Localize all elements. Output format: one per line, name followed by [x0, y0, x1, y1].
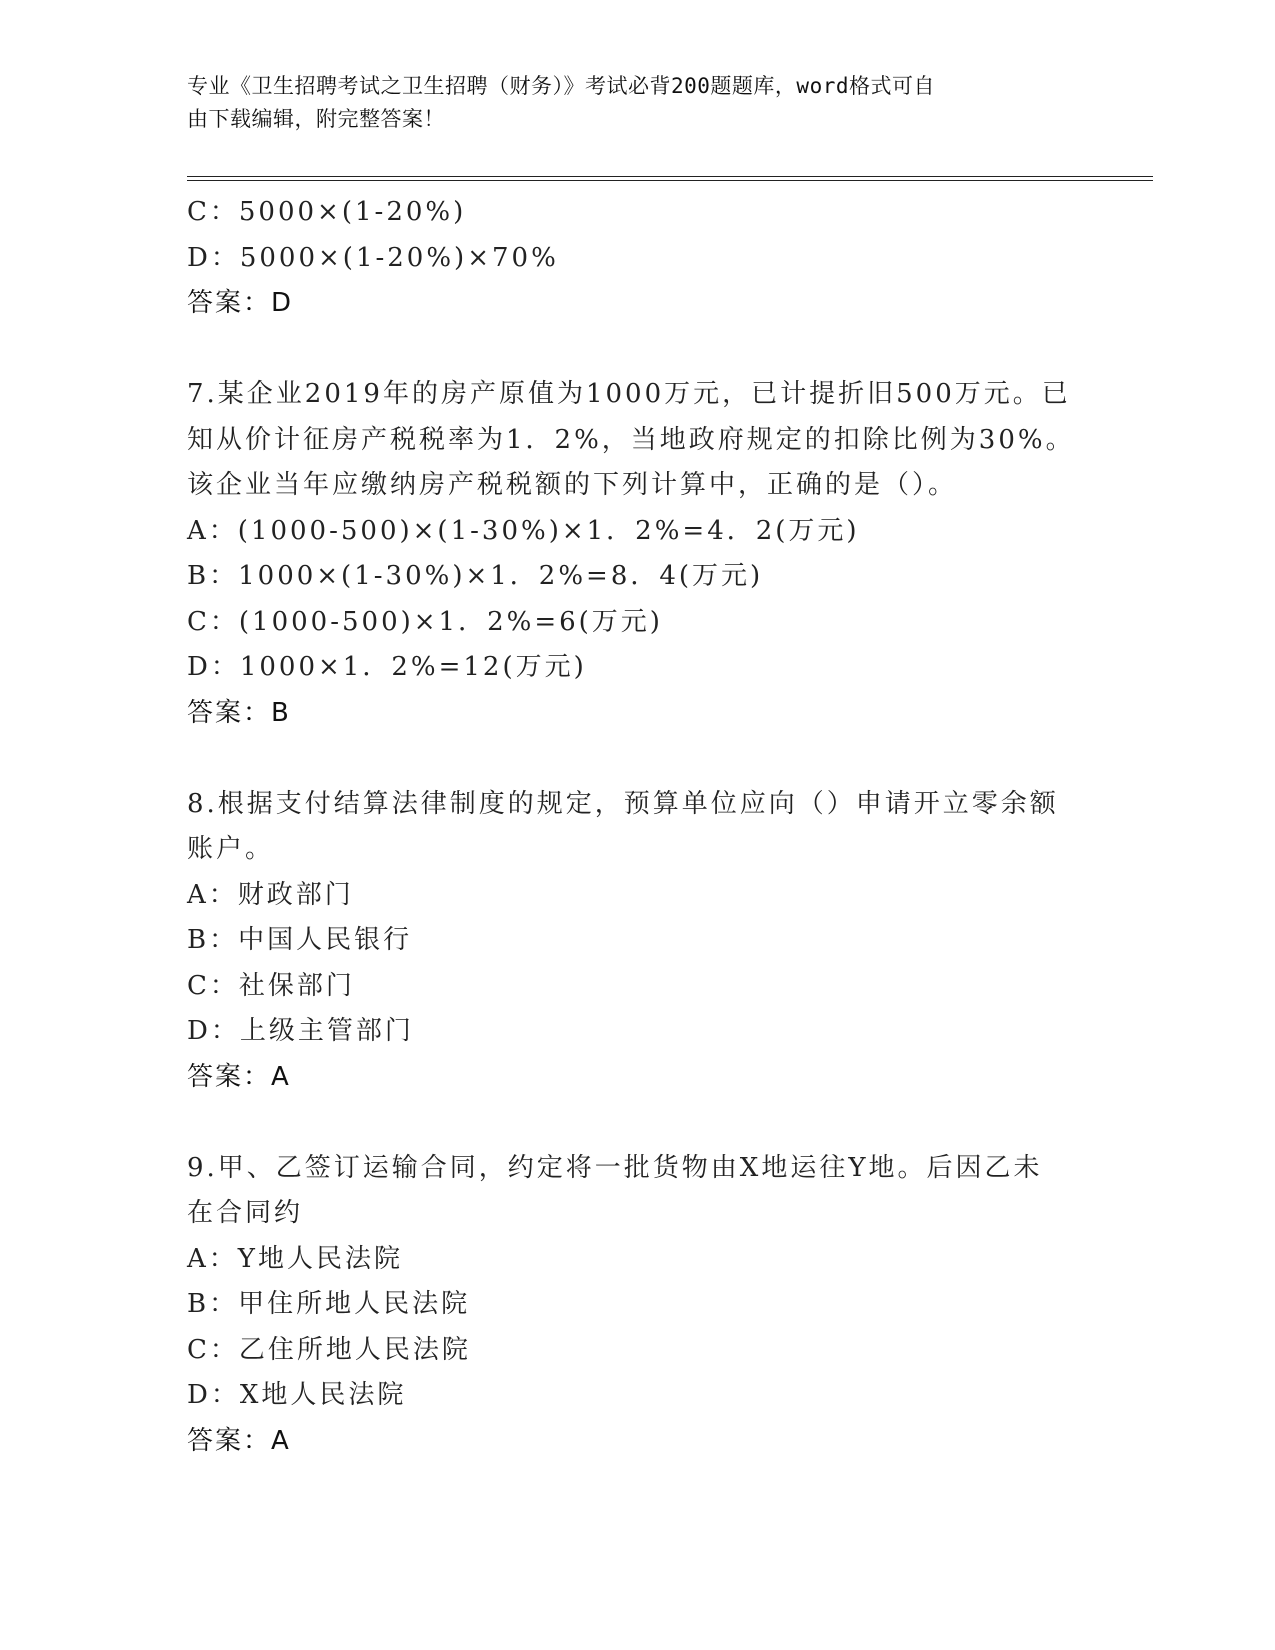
answer-line: 答案：D [187, 288, 294, 318]
option-d: D：1000×1．2%=12(万元) [187, 652, 587, 682]
option-d: D：X地人民法院 [187, 1380, 407, 1410]
header-line-2: 由下载编辑，附完整答案！ [187, 107, 445, 131]
option-d: D：5000×(1-20%)×70% [187, 242, 559, 273]
previous-question [187, 190, 1067, 327]
answer-line: 答案：B [187, 697, 291, 728]
spacer [187, 736, 1067, 782]
header-divider-bottom [187, 180, 1153, 181]
question-text-line: 在合同约 [187, 1198, 304, 1228]
question-text-line: 8.根据支付结算法律制度的规定，预算单位应向（）申请开立零余额 [187, 788, 1059, 819]
header-divider-top [187, 176, 1153, 177]
option-b: B：1000×(1-30%)×1．2%=8．4(万元) [187, 561, 764, 591]
option-d: D：上级主管部门 [187, 1016, 414, 1046]
question-7 [187, 372, 1075, 736]
question-text-line: 账户。 [187, 834, 275, 864]
question-text-line: 9.甲、乙签订运输合同，约定将一批货物由X地运往Y地。后因乙未 [187, 1152, 1043, 1183]
option-a: A：(1000-500)×(1-30%)×1．2%=4．2(万元) [187, 515, 860, 546]
spacer [187, 1100, 1067, 1146]
question-content [187, 190, 1075, 1464]
option-c: C：乙住所地人民法院 [187, 1334, 471, 1365]
spacer [187, 327, 1067, 373]
question-text-line: 知从价计征房产税税率为1．2%，当地政府规定的扣除比例为30%。 [187, 424, 1075, 455]
option-a: A：财政部门 [187, 879, 354, 910]
answer-line: 答案：A [187, 1061, 291, 1092]
answer-line: 答案：A [187, 1425, 291, 1456]
document-header [187, 70, 1067, 136]
question-9 [187, 1146, 1067, 1465]
question-text-line: 7.某企业2019年的房产原值为1000万元，已计提折旧500万元。已 [187, 379, 1071, 409]
option-a: A：Y地人民法院 [187, 1243, 403, 1274]
option-c: C：(1000-500)×1．2%=6(万元) [187, 606, 663, 637]
option-c: C：社保部门 [187, 970, 355, 1001]
question-text-line: 该企业当年应缴纳房产税税额的下列计算中，正确的是（）。 [187, 470, 958, 500]
option-b: B：中国人民银行 [187, 925, 413, 955]
option-b: B：甲住所地人民法院 [187, 1289, 471, 1319]
header-line-1: 专业《卫生招聘考试之卫生招聘（财务）》考试必背200题题库，word格式可自 [187, 74, 935, 98]
option-c: C：5000×(1-20%) [187, 197, 467, 227]
question-8 [187, 782, 1067, 1101]
